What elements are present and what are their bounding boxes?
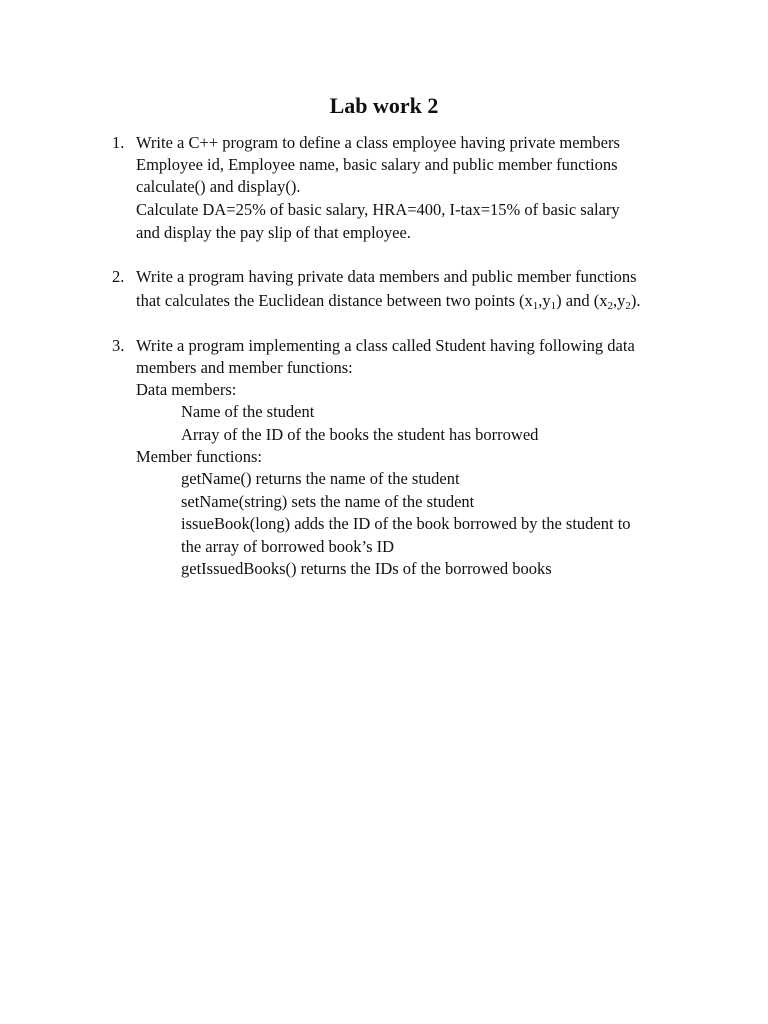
page-title: Lab work 2 [329,93,439,118]
member-functions-label: Member functions: [136,447,263,466]
q3-line-2: members and member functions: [136,358,353,377]
data-member-item: Name of the student [181,402,315,421]
subscript-4: 2 [625,300,631,312]
member-function-item: the array of borrowed book’s ID [181,537,395,556]
q1-line-1: Write a C++ program to define a class employee having private members [136,133,620,152]
subscript-1: 1 [532,300,539,312]
q2-comma-2: ,y [612,291,626,310]
q2-line-2 [136,290,640,312]
q1-line-3: calculate() and display(). [136,177,301,196]
member-function-item: getName() returns the name of the student [181,469,460,488]
q1-line-2: Employee id, Employee name, basic salary and public member functions [136,155,618,174]
subscript-3: 2 [607,300,613,312]
data-members-label: Data members: [136,380,237,399]
q3-line-1: Write a program implementing a class called Student having following data [136,336,635,355]
q2-mid: ) and (x [556,291,608,310]
member-function-item: issueBook(long) adds the ID of the book borrowed by the student to [181,514,631,533]
q1-line-4: Calculate DA=25% of basic salary, HRA=400, I-tax=15% of basic salary [136,200,620,219]
member-function-item: setName(string) sets the name of the student [181,492,475,511]
q2-line-2-prefix: that calculates the Euclidean distance between two points (x [136,291,533,310]
subscript-2: 1 [550,300,557,312]
q2-number: 2. [112,267,125,286]
data-member-item: Array of the ID of the books the student has borrowed [181,425,539,444]
q1-number: 1. [112,133,125,152]
q2-comma-1: ,y [538,291,551,310]
q3-number: 3. [112,336,125,355]
q1-line-5: and display the pay slip of that employee. [136,223,411,242]
q2-line-1: Write a program having private data members and public member functions [136,267,637,286]
member-function-item: getIssuedBooks() returns the IDs of the borrowed books [181,559,552,578]
q2-end: ). [630,291,641,310]
